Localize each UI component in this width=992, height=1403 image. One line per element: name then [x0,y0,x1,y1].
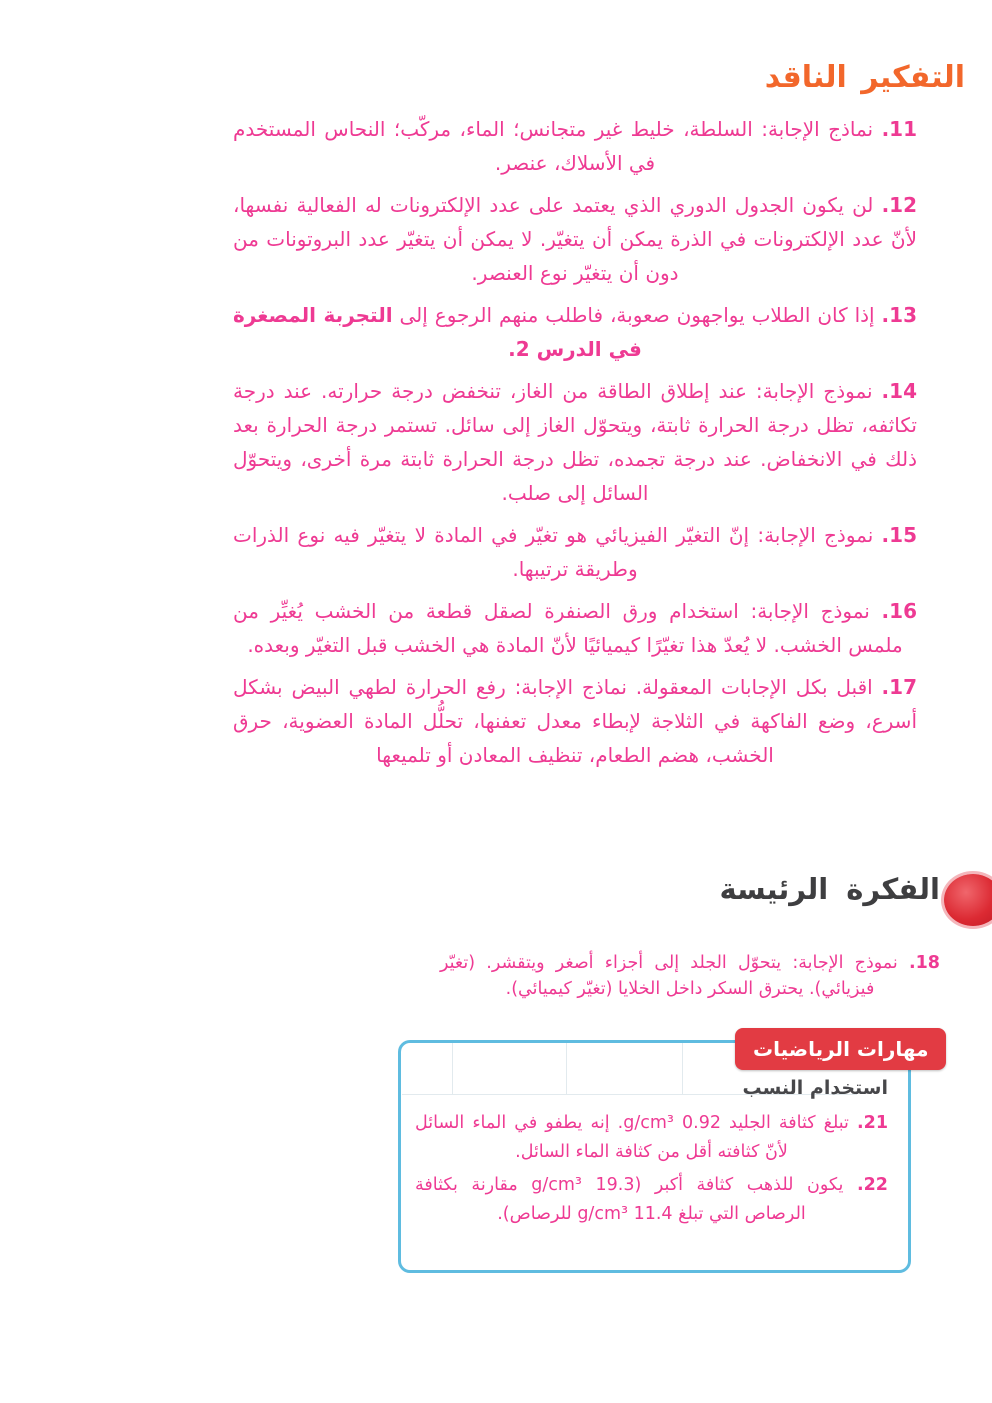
list-item-12 [233,188,917,290]
main-idea-icon [944,874,992,926]
item-bold-text: التجربة المصغرة في الدرس 2. [233,303,642,361]
list-item-22 [415,1171,888,1229]
item-text: نماذج الإجابة: السلطة، خليط غير متجانس؛ الماء، مركّب؛ النحاس المستخدم في الأسلاك، عنصر. [233,117,874,175]
list-item-14 [233,374,917,510]
item-text: لن يكون الجدول الدوري الذي يعتمد على عدد الإلكترونات له الفعالية نفسها، لأنّ عدد الإلكترونات في الذرة يمكن أن يتغيّر. لا يمكن أن يتغيّر عدد البروتونات من دون أن يتغيّر نوع العنصر. [233,193,917,285]
list-item-13 [233,298,917,366]
item-text: نموذج الإجابة: استخدام ورق الصنفرة لصقل قطعة من الخشب يُغيِّر من ملمس الخشب. لا يُعدّ هذا تغيّرًا كيميائيًا لأنّ المادة هي الخشب قبل التغيّر وبعده. [233,599,903,657]
critical-thinking-heading: التفكير الناقد [764,60,965,95]
item-number: 15. [881,523,917,547]
item-number: 13. [881,303,917,327]
list-item-21 [415,1109,888,1167]
item-text: نموذج الإجابة: يتحوّل الجلد إلى أجزاء أصغر ويتقشر. (تغيّر فيزيائي). يحترق السكر داخل الخلايا (تغيّر كيميائي). [440,952,898,999]
list-item-16 [233,594,917,662]
item-text: إذا كان الطلاب يواجهون صعوبة، فاطلب منهم الرجوع إلى [399,303,875,327]
item-number: 14. [881,379,917,403]
list-item-15 [233,518,917,586]
item-number: 11. [881,117,918,141]
item-number: 22. [856,1175,888,1195]
critical-thinking-list [233,112,917,780]
item-number: 18. [908,952,940,973]
main-idea-heading: الفكرة الرئيسة [719,872,940,906]
list-item-11 [233,112,917,180]
item-number: 21. [856,1113,888,1133]
math-skills-label: مهارات الرياضيات [735,1028,946,1070]
item-text: يكون للذهب كثافة أكبر (19.3 g/cm³ مقارنة بكثافة الرصاص التي تبلغ 11.4 g/cm³ للرصاص). [415,1175,844,1224]
item-text: نموذج الإجابة: إنّ التغيّر الفيزيائي هو تغيّر في المادة لا يتغيّر فيه نوع الذرات وطريقة ترتيبها. [233,523,874,581]
list-item-17 [233,670,917,772]
item-text: تبلغ كثافة الجليد 0.92 g/cm³. إنه يطفو في الماء السائل لأنّ كثافته أقل من كثافة الماء السائل. [415,1113,849,1162]
item-number: 12. [881,193,918,217]
item-number: 16. [881,599,917,623]
item-text: اقبل بكل الإجابات المعقولة. نماذج الإجابة: رفع الحرارة لطهي البيض بشكل أسرع، وضع الفاكهة في الثلاجة لإبطاء معدل تعفنها، تحلُّل المادة العضوية، حرق الخشب، هضم الطعام، تنظيف المعادن أو تلميعها [233,675,917,767]
math-skills-box [398,1040,911,1273]
item-number: 17. [881,675,917,699]
list-item-18 [440,950,940,1002]
math-skills-content [401,1043,908,1241]
using-ratios-heading: استخدام النسب [742,1077,888,1099]
item-text: نموذج الإجابة: عند إطلاق الطاقة من الغاز، تنخفض درجة حرارته. عند درجة تكاثفه، تظل درجة الحرارة ثابتة، ويتحوّل الغاز إلى سائل. تستمر درجة الحرارة بعد ذلك في الانخفاض. عند درجة تجمده، تظل درجة الحرارة ثابتة مرة أخرى، ويتحوّل السائل إلى صلب. [233,379,917,505]
